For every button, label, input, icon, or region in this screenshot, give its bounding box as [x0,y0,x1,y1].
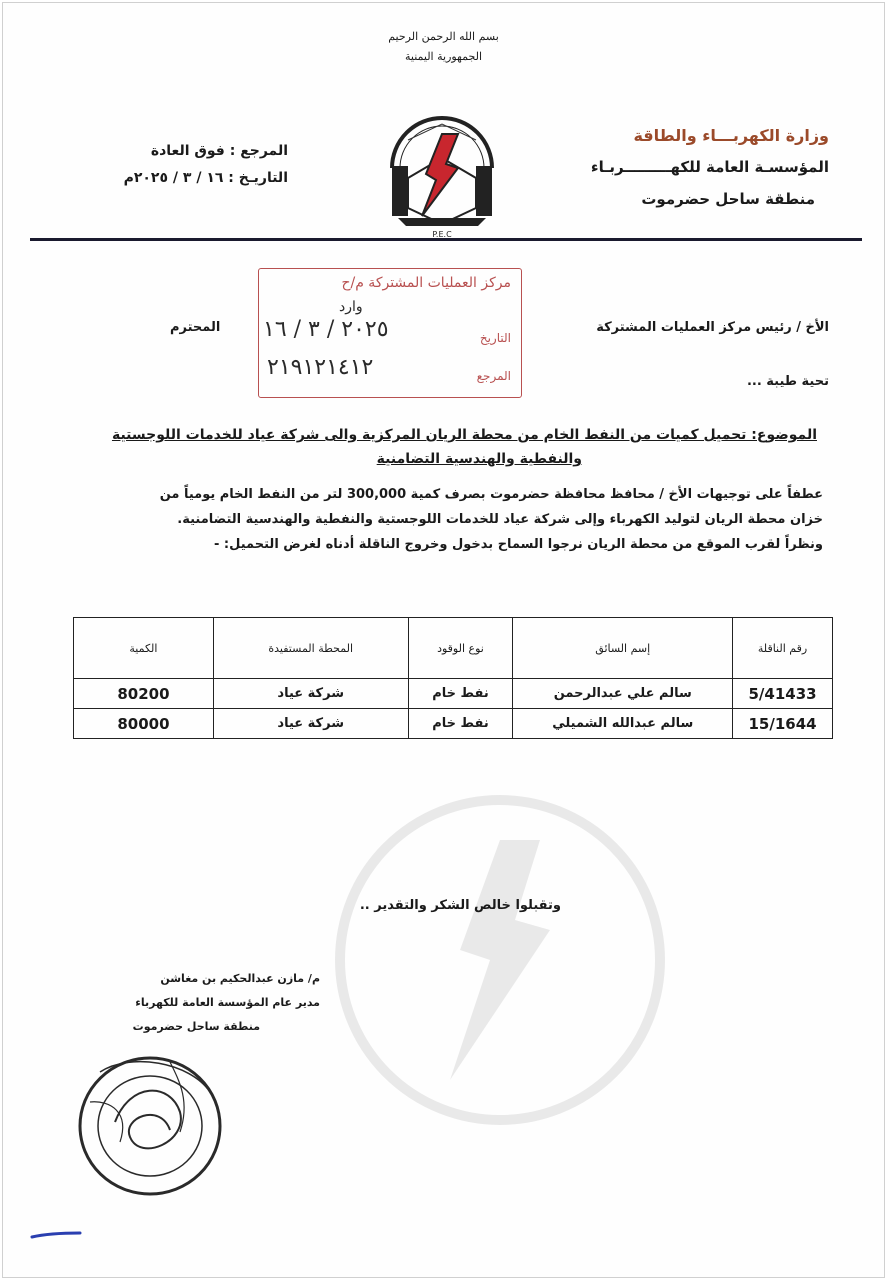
respected-title: المحترم [170,320,221,335]
driver-name: سالم علي عبدالرحمن [513,679,733,709]
quantity: 80000 [74,709,214,739]
corporation-emblem [378,98,506,238]
body-paragraph-2: خزان محطة الريان لتوليد الكهرباء وإلى شركة عياد للخدمات اللوجستية والنفطية والهندسية التضامنية. [177,512,823,527]
header-truck-number: رقم الناقلة [733,618,833,679]
official-seal [70,1042,230,1202]
header-driver-name: إسم السائق [513,618,733,679]
signatory-name: م/ مازن عبدالحكيم بن مغاشن [160,972,320,985]
stamp-ref-handwritten: ٢١٩١٢١٤١٢ [267,355,374,380]
subject-line-2: والنفطية والهندسية التضامنية [376,451,582,467]
pen-mark [30,1230,82,1240]
greeting: تحية طيبة ... [746,374,829,389]
stamp-date-handwritten: ٢٠٢٥ / ٣ / ١٦ [263,317,389,342]
republic-name: الجمهورية اليمنية [404,50,482,63]
closing-line: وتقبلوا خالص الشكر والتقدير .. [359,898,561,913]
region-name: منطقة ساحل حضرموت [641,190,815,208]
reference-line: المرجع : فوق العادة [150,143,288,159]
header-fuel-type: نوع الوقود [408,618,513,679]
stamp-ref-label: المرجع [476,369,511,383]
ministry-name: وزارة الكهربـــاء والطاقة [633,126,829,145]
basmala: بسم الله الرحمن الرحيم [388,30,499,43]
table-header-row [74,618,833,679]
stamp-date-label: التاريخ [479,331,511,345]
header-beneficiary-station: المحطة المستفيدة [213,618,408,679]
truck-number: 5/41433 [733,679,833,709]
beneficiary-station: شركة عياد [213,709,408,739]
fuel-type: نفط خام [408,709,513,739]
emblem-caption [432,230,452,238]
body-paragraph-3: ونظراً لقرب الموقع من محطة الريان نرجوا السماح بدخول وخروج الناقلة أدناه لغرض التحميل: - [214,537,823,552]
body-paragraph-1: عطفاً على توجيهات الأخ / محافظ محافظة حضرموت بصرف كمية 300,000 لتر من النفط الخام يومياً من [159,487,823,502]
driver-name: سالم عبدالله الشميلي [513,709,733,739]
svg-text:P.E.C: P.E.C [432,230,452,238]
table-row [74,679,833,709]
table-row [74,709,833,739]
received-stamp [258,268,522,398]
stamp-title: مركز العمليات المشتركة م/ح [341,275,511,291]
header-divider [30,238,862,241]
stamp-incoming: وارد [339,299,363,315]
signatory-region: منطقة ساحل حضرموت [132,1020,260,1033]
trucks-table [73,617,833,739]
fuel-type: نفط خام [408,679,513,709]
header-quantity: الكمية [74,618,214,679]
signatory-title: مدير عام المؤسسة العامة للكهرباء [135,996,320,1009]
subject-line-1: الموضوع: تحميل كميات من النفط الخام من محطة الريان المركزية والى شركة عياد للخدمات اللوجستية [111,427,817,443]
beneficiary-station: شركة عياد [213,679,408,709]
truck-number: 15/1644 [733,709,833,739]
date-line: التاريـخ : ١٦ / ٣ / ٢٠٢٥م [123,170,288,186]
watermark-emblem [300,780,700,1140]
addressee: الأخ / رئيس مركز العمليات المشتركة [596,320,829,335]
quantity: 80200 [74,679,214,709]
corporation-name: المؤسسـة العامة للكهـــــــــربـاء [590,158,829,176]
